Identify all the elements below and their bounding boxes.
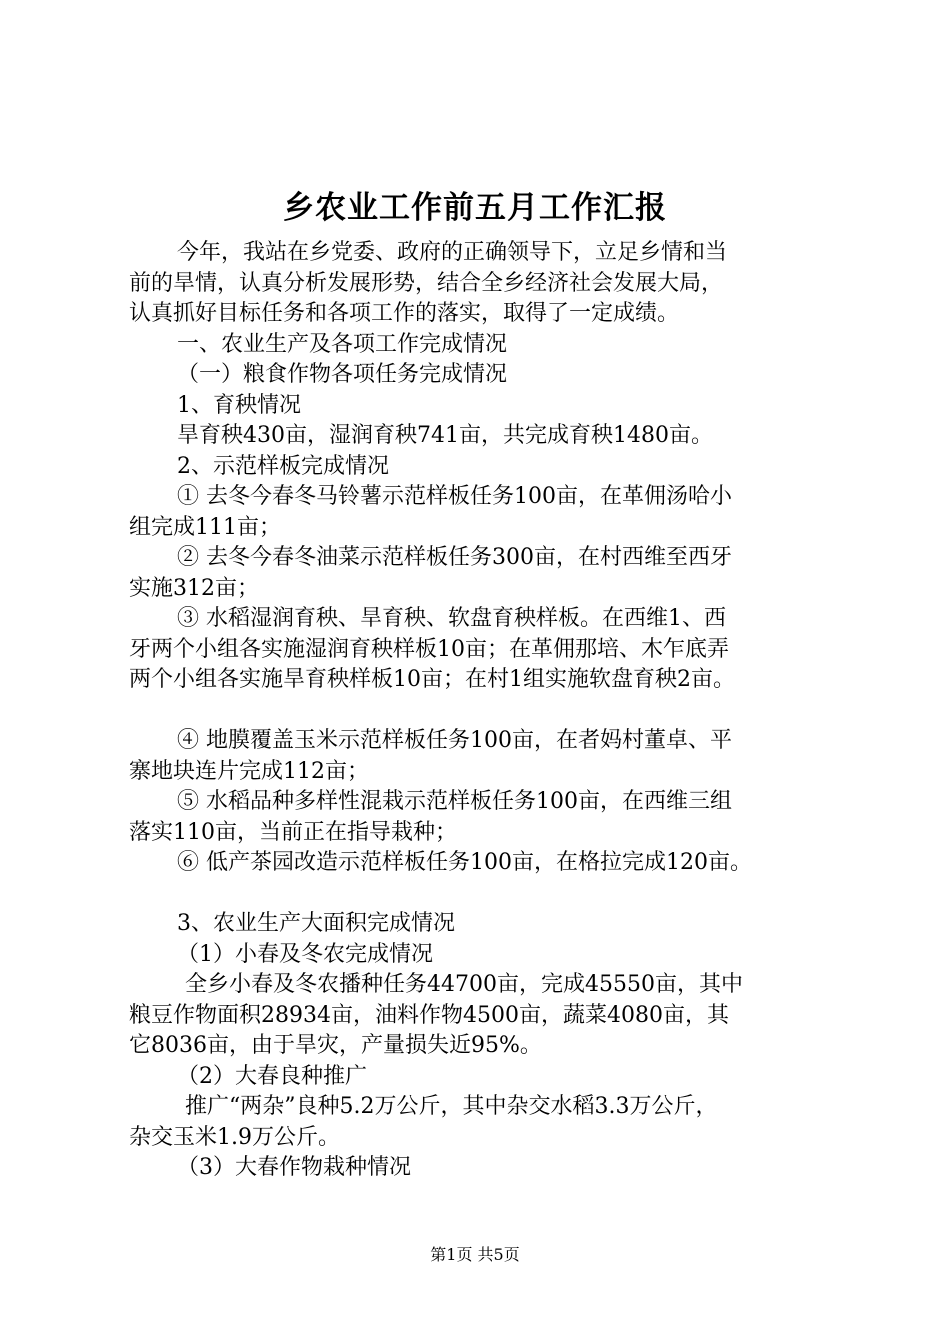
item-heading: 3、农业生产大面积完成情况 (177, 911, 455, 936)
page-footer: 第1页 共5页 (430, 1245, 520, 1264)
list-item: ① 去冬今春冬马铃薯示范样板任务100亩，在革佣汤哈小 (177, 484, 732, 509)
item-heading: 1、育秧情况 (177, 392, 301, 418)
subsection-heading: （3）大春作物栽种情况 (177, 1155, 411, 1180)
paragraph-line: 认真抓好目标任务和各项工作的落实，取得了一定成绩。 (129, 301, 680, 326)
list-item-continuation: 两个小组各实施旱育秧样板10亩；在村1组实施软盘育秧2亩。 (129, 667, 735, 692)
list-item-continuation: 牙两个小组各实施湿润育秧样板10亩；在革佣那培、木乍底弄 (129, 636, 729, 662)
subsection-heading: （2）大春良种推广 (177, 1063, 367, 1089)
list-item-continuation: 实施312亩； (129, 575, 259, 601)
list-item: ⑥ 低产茶园改造示范样板任务100亩，在格拉完成120亩。 (177, 850, 752, 875)
blank-line (129, 696, 839, 727)
list-item: ④ 地膜覆盖玉米示范样板任务100亩，在者妈村董卓、平 (177, 728, 732, 753)
paragraph-line: 旱育秧430亩，湿润育秧741亩，共完成育秧1480亩。 (177, 423, 713, 448)
list-item-continuation: 组完成111亩； (129, 514, 281, 540)
item-heading: 2、示范样板完成情况 (177, 453, 389, 479)
subsection-heading: （1）小春及冬农完成情况 (177, 941, 433, 967)
list-item: ⑤ 水稻品种多样性混栽示范样板任务100亩，在西维三组 (177, 789, 732, 814)
paragraph-line: 今年，我站在乡党委、政府的正确领导下，立足乡情和当 (177, 240, 728, 265)
document-title: 乡农业工作前五月工作汇报 (283, 190, 667, 226)
section-heading: 一、农业生产及各项工作完成情况 (177, 331, 508, 357)
document-body (129, 238, 839, 1184)
subsection-heading: （一）粮食作物各项任务完成情况 (177, 362, 508, 387)
paragraph-line: 推广“两杂”良种5.2万公斤，其中杂交水稻3.3万公斤， (185, 1094, 718, 1119)
blank-line (129, 879, 839, 910)
paragraph-line: 全乡小春及冬农播种任务44700亩，完成45550亩，其中 (185, 972, 743, 997)
list-item: ③ 水稻湿润育秧、旱育秧、软盘育秧样板。在西维1、西 (177, 606, 726, 631)
paragraph-line: 粮豆作物面积28934亩，油料作物4500亩，蔬菜4080亩，其 (129, 1002, 729, 1028)
paragraph-line: 它8036亩，由于旱灾，产量损失近95%。 (129, 1033, 542, 1058)
list-item-continuation: 寨地块连片完成112亩； (129, 758, 369, 784)
paragraph-line: 杂交玉米1.9万公斤。 (129, 1124, 340, 1150)
paragraph-line: 前的旱情，认真分析发展形势，结合全乡经济社会发展大局， (129, 270, 724, 296)
list-item-continuation: 落实110亩，当前正在指导栽种； (129, 819, 457, 845)
list-item: ② 去冬今春冬油菜示范样板任务300亩，在村西维至西牙 (177, 545, 732, 570)
